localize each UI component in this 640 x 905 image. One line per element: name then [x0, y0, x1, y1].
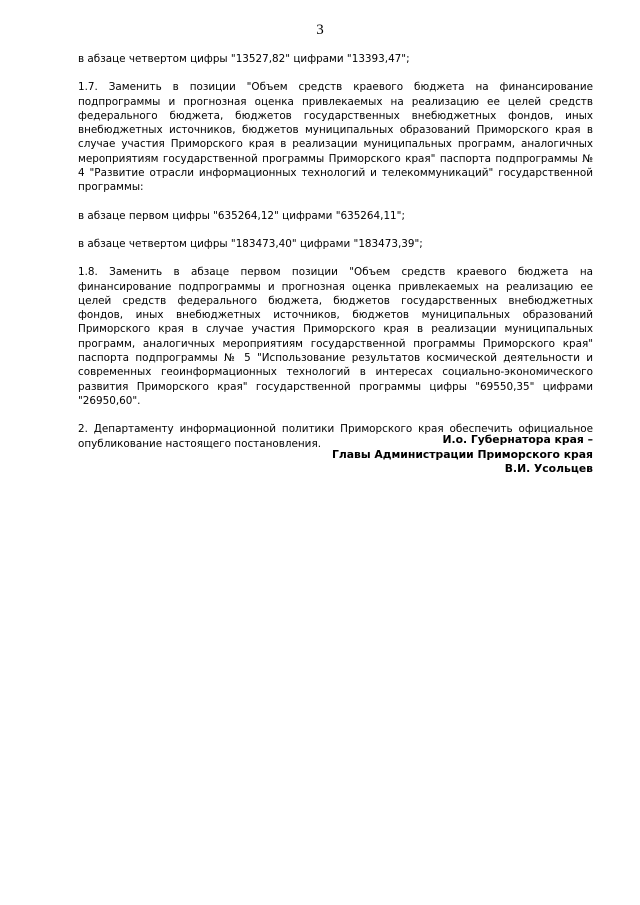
- paragraph-1-7: 1.7. Заменить в позиции "Объем средств краевого бюджета на финансирование подпрограммы и прогнозная оценка привлекаемых на реализацию ее целей средств федерального бюджета, бюджетов государственных внебюджетных фондов, иных внебюджетных источников, бюджетов муниципальных образований Приморского края в случае участия Приморского края в реализации муниципальных программ, аналогичных мероприятиям государственной программы Приморского края" паспорта подпрограммы № 4 "Развитие отрасли информационных технологий и телекоммуникаций" государственной программы:: [78, 81, 593, 194]
- signature-position: Главы Администрации Приморского края: [331, 447, 593, 461]
- page-number: 3: [316, 22, 324, 38]
- paragraph-2: 2. Департаменту информационной политики Приморского края обеспечить официальное опубликование настоящего постановления.: [78, 423, 593, 450]
- document-body: [78, 52, 593, 451]
- paragraph-abzac-4: в абзаце четвертом цифры "13527,82" цифрами "13393,47";: [78, 53, 410, 65]
- paragraph-1-8: 1.8. Заменить в абзаце первом позиции "Объем средств краевого бюджета на финансирование подпрограммы и прогнозная оценка привлекаемых на реализацию ее целей средств федерального бюджета, бюджетов государственных внебюджетных фондов, иных внебюджетных источников, бюджетов муниципальных образований Приморского края в случае участия Приморского края в реализации муниципальных программ, аналогичных мероприятиям государственной программы Приморского края" паспорта подпрограммы № 5 "Использование результатов космической деятельности и современных геоинформационных технологий в интересах социально-экономического развития Приморского края" государственной программы цифры "69550,35" цифрами "26950,60".: [78, 266, 593, 407]
- paragraph-abzac-1: в абзаце первом цифры "635264,12" цифрами "635264,11";: [78, 209, 405, 222]
- signature-title: И.о. Губернатора края –: [442, 433, 593, 446]
- signature-block: [332, 433, 593, 477]
- signature-name: В.И. Усольцев: [504, 462, 593, 476]
- paragraph-abzac-4b: в абзаце четвертом цифры "183473,40" цифрами "183473,39";: [78, 237, 423, 250]
